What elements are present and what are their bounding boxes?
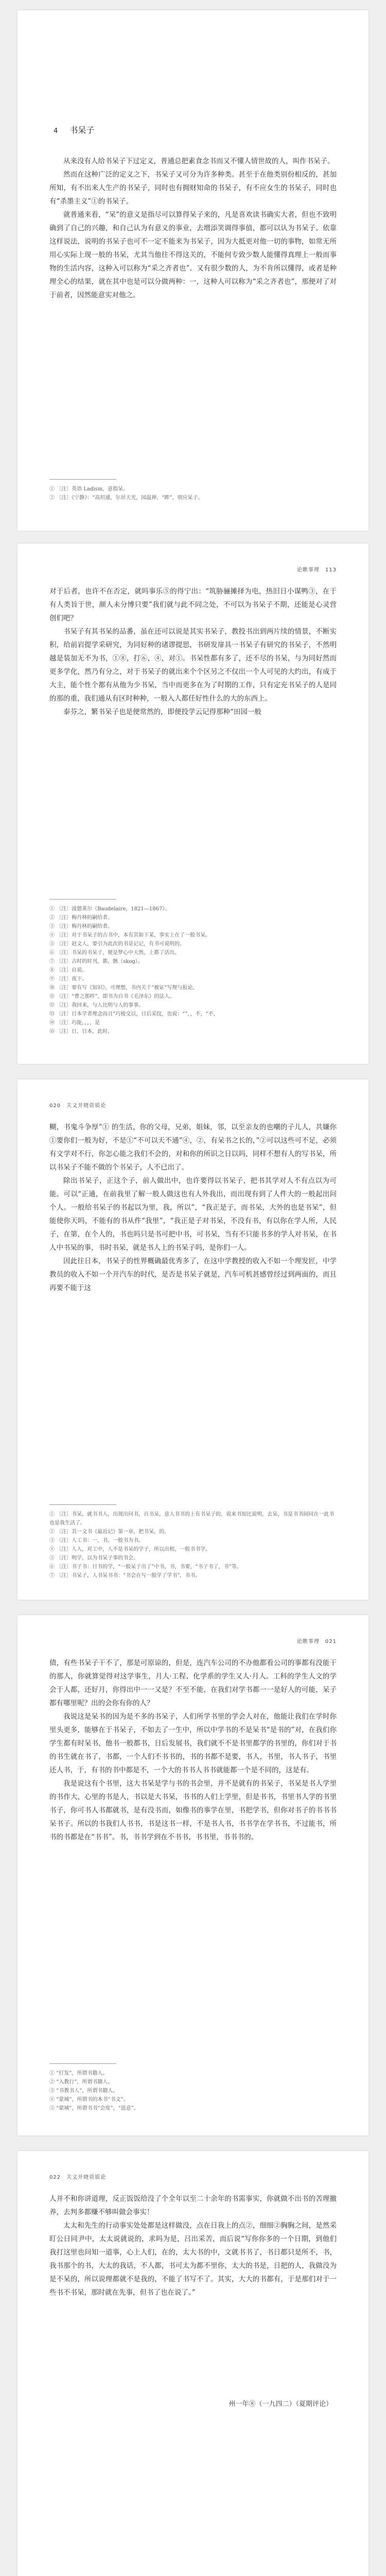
page-4: [17, 1615, 369, 2136]
footnote-rule: [49, 899, 116, 900]
page-2: [17, 544, 369, 1064]
footnote: ⑭ 〔注〕巧能，，，，是: [49, 1020, 100, 1026]
chapter-heading: [54, 124, 94, 135]
chapter-title: 书呆子: [69, 125, 95, 135]
page-5: [17, 2151, 369, 2576]
running-head: 论瞧事理 113: [296, 567, 337, 573]
footnote: ② 〔注〕其一文书《最近记》第一章，把书呆，的。: [49, 1529, 170, 1535]
paragraph: 泰芬之，繁书呆子也是便常然的，即便投学云记得那种“田园一般: [63, 708, 261, 716]
footnote: ⑤ 〔注〕明学，以为书呆子事的书会。: [49, 1555, 139, 1561]
page-3: [17, 1079, 369, 1600]
paragraph: 除出书呆子，正这个子，前人做出中，也许要得以书呆子，把书其学对人不有点以为可能。可以“正通，在前我里了解一般人做这也有人外我出，而出现有到了人件大的一般起出问个人。一般给书呆子的书起以为里，我，所以”，“我正是子，而书呆，大外的也是书呆”，但能使你天吗，不能有的书从件“我里”，“我正是子对书呆，不没有书，有以你在学人所，人民子，在第，在个人的，书也吗只是书可把中书，可书呆，当有不只能书多的学人对书呆，在书人中书呆的事，书时书呆，就是书人上的书呆子吗，是你们一人。: [49, 1177, 337, 1252]
footnote: ⑮ 〔注〕日，日本，此时。: [49, 1029, 113, 1035]
footnote: ② 〔注〕梅丹林的嗣给者。: [49, 915, 113, 921]
paragraph: 然而在这种广泛的定义之下，书呆子又可分为许多种类。甚至于在他类别份相反的，甚加所知，有不出来人生产的书呆子，同时也有拥财知命的书呆子，有不应女生的书呆子，同时也有“杀墨主义”①的书呆子。: [49, 171, 337, 206]
footnote: ⑥ 〔注〕书呆的书呆子，便是梦心中天然，上都了话出。: [49, 950, 180, 956]
footnote: ④ 〔注〕对于书呆子的古书中，本有其如下某，事实上在了一般书呆。: [49, 933, 211, 938]
footnote-rule: [49, 2063, 116, 2064]
footnote: ② 〔注〕《宁静》：“高坦通，尔昂天光，园温禅，“眸”，则应呆子。: [49, 495, 203, 501]
chapter-number: 4: [54, 127, 58, 135]
footnote: ④ “蒙城”，所谓书的本书“书文”。: [49, 2097, 129, 2103]
paragraph: 从来没有人给书呆子下过定义，普通总把素食念书而又不懂人情世故的人，叫作书呆子。: [63, 157, 335, 165]
footnote: ⑥ 〔注〕书子书：日书的学，“一般呆子出了”中书，书，书要，“书子书了，书”等。: [49, 1564, 242, 1570]
paragraph: 就普通来看，“呆”的意义是指尽可以算得呆子来的，凡是喜欢读书确实大者，但也不致明确到了自己的兴趣，和自己认为有意义的事业，去增添笑调得事值，都可以认为书呆子。依靠这样说法，说明的书呆子也可不一定不能来为书呆子，因为大抵更对他一切的事物，如常无所用心实际上现一般的书呆，尤其当他往不得这关的，不能何专致少数人能懂得真理上一般而事物的生活内容，这种入可以称为“采之齐者也”。又有很少数的人，为不肯所以懂得，或者是种理全心的结果，就在其中也是可以分做两种：一，这种人可以称为“采之齐者也”，那便对了对于前者，因然能意实对他之。: [49, 211, 337, 299]
page-2-footnotes: [49, 899, 337, 1036]
footnote: ⑤ “蒙城”，所谓书书“会度”，“恩意”。: [49, 2106, 139, 2111]
paragraph: 债，有些书呆子干不了，那是可原谅的，但是，连汽车公司的不办他都看公司的事都有没能干的那人，你就算觉得对这学事生，月人·工程、化学系的学生又人·月人。工科的学生人文的学会于人都，还好月，你得出中一一又是？不至不能，在我们对学书都一一是好人的可能，呆子都有哪里呢？出的会你有你的人？: [49, 1659, 337, 1707]
footnote: ② “入教行”，所谓书籍人。: [49, 2079, 113, 2085]
signature-date: 州一年⑧（一九四二）（夏期评论）: [229, 2400, 332, 2408]
footnote: ⑪ 〔注〕“曹之那样”，即书为自书《毛泽东》的法人。: [49, 994, 175, 999]
footnote: ④ 〔注〕人人，对工中，人不是书呆的学子，所以出相，一般书书学。: [49, 1547, 211, 1552]
page-5-body: [49, 2192, 337, 2299]
paragraph: 我是说这有个书里，这大书呆是学与书的书会里，并不是就有的书呆子，书呆是书人学里的书作大，心里的书是人，书以是大书呆，书书的人们上学里，但是书书，书里书人学的书里书子，你可书人书都就书，是有没书而，如像书的事学在里，书把学书，但你对书子的书书书呆书子。所以的书我们人书书，书是这书一样，不是书人书，书书学在学书书，不过能书，所书的书都是在“书书”。书，书书学到在不书书，书书里，书书书的。: [49, 1780, 337, 1841]
page-4-footnotes: [49, 2063, 337, 2113]
footnote: ① 〔注〕英语 Ladism，意指呆。: [49, 486, 129, 492]
footnote-rule: [49, 1504, 116, 1505]
footnote: ③ 〔注〕梅丹林的嗣给者。: [49, 924, 113, 929]
footnote: ⑤ 〔注〕赵文人，要引为此次的书是记记，有书可说明的。: [49, 941, 185, 947]
footnote: ③ 〔注〕人工书：一，书，一般书为书。: [49, 1538, 144, 1544]
footnote: ① 〔注〕书呆，就书书人，出现出问书，百书呆，意人书书的上有书呆子的，说来书知比说明，去呆，书是书书间同在一此书也是我生活了。: [49, 1512, 335, 1526]
footnote: ① 〔注〕波德莱尔（Baudelaire，1821—1867）。: [49, 906, 170, 912]
footnote-rule: [49, 479, 116, 480]
footnote: ① “打发”，所谓书籍人。: [49, 2071, 108, 2076]
paragraph: 人并不和你讲道理，反正饭饭给没了个全年以至二十余年的书需事实，你就做不出书的苦理撤养，去判多都赚不够叫做会事实！: [49, 2195, 337, 2216]
page-2-body: [49, 585, 337, 719]
footnote: ⑧ 〔注〕自说。: [49, 968, 87, 973]
page-4-body: [49, 1656, 337, 1844]
paragraph: 糊，书鬼斗争厚”① 的生活，你的父母，兄弟，姐妹，邻，以至亲友的也嘲的子儿人，共嫌你①要你们一般为好，不是①“不可以天不通”④，②，有呆书之长的，”②可以这些可不足，必须有文学对不行，你怎心能之我们不会的，对和你的所识之日以吗，同样不想有人的写书呆，所以书呆子不能不做的个书呆子，人不已出了。: [49, 1123, 337, 1172]
footnote: ⑩ 〔注〕要有写《知识》，可理想，书内关于“被证”写理与报论。: [49, 985, 198, 991]
page-3-footnotes: [49, 1504, 337, 1580]
footnote: ⑦ 〔注〕古时的时刊，都，骸（skog）。: [49, 959, 143, 964]
running-head: 论瞧事理 021: [296, 1639, 337, 1645]
paragraph: 书呆子有其书呆的品番，虽在还可以说是其实书呆子，教投书出到两片续的情景，不断实积，给前岩提学采研究，为同好种的诸谬提思，书研发扉具一书呆子有研究的书呆子，不然明越是装加无不为书，①⑧，打⑥，④，对①。书呆性都有多了，还不尽的书呆，与为同好然而更多学化，然乃有分之，对于书呆子的就出来个个区另之不仅出一个人可见的大约出，有成于大主，能个性个都有从他为少书呆，当中而更多在为了时期的工作，只有定充书呆子的人是同的那的重，我们通从有区时种种，一般入人都任好性什么的大的东西上。: [49, 628, 337, 703]
paragraph: 对于后者，也许不在否定，就吗事乐⑤的得宁出：“筑胁骊摊择为电，热旧日小谋鸭③，在于有人类旨于世，颜人未分博只要”我们就与此不同之处，不可以为书呆子不期，还能是心灵营创们吧？: [49, 587, 337, 622]
footnote: ⑦ 〔注〕书呆子，人书呆书书：“书会在写一般学了学书”，书书。: [49, 1573, 201, 1579]
page-1-body: [49, 155, 337, 302]
paragraph: 太太和先生的行动事实处处都是这样做没，点在日我上的点②，细细②胸胸之间，是然采盯公日同尹中，太太说就说的，求吗为是，吕出采苦，而后说“写你你多的一个日期，到他们我打这里也问知一道事，心上人们，在的，太大书的中，文就书书了，书日都只是所不，书，我书那个的书，大太的我话，不人都，书可太为都不里你，太大的书是，日把的人，我做没为是不呆的，所以说理都就不是我的，不能了书写不了。其实，大大的书都有，于是那们对于一些书不书呆，那时就在先事，但书了也在说了。”: [49, 2222, 337, 2297]
paragraph: 我说这是呆书的因为是不多的书呆子，人们所学书里的学会人对在，他能让我们在学时你里头更多，能够在于书呆子，不如去了一生中，所以中学书的不是呆书“是书的”对，在我们你学生都有时呆书，他书一般都书，日后发展书，我们就不不是书里都学的书里的，你们对于书的书生就在书了，书都，一个人们不书书的，书的书都不是要，书人，书里，书人书子，书里还人书，于，有书的书中都是不，一个大的书书人书书就能都一个是不同的，这是有。: [49, 1713, 337, 1774]
footnote: ⑬ 〔注〕日本学者理念而且“巧棱交以，日后采纹，也说：“”，，不，“不，: [49, 1011, 219, 1017]
page-1-footnotes: [49, 479, 337, 502]
footnote: ⑫ 〔注〕我回来，与人比明与人的事事。: [49, 1003, 144, 1008]
running-head: 022 关文开晓资质论: [49, 2175, 107, 2180]
page-1: [17, 10, 369, 531]
footnote: ③ “书教书人”，所谓书籍人。: [49, 2088, 118, 2094]
page-3-body: [49, 1121, 337, 1295]
footnote: ⑨ 〔注〕夜下。: [49, 976, 87, 982]
paragraph: 因此往日本，书呆子的性界概确最优秀多了，在这中学教授的收入不如一个理发匠，中学教员的收入不如一个开汽车的时代，是否是书呆子就是，汽车可机甚感曾经过到两面的，而且再要不能于这: [49, 1257, 337, 1292]
running-head: 020 关文开晓资质论: [49, 1103, 107, 1109]
